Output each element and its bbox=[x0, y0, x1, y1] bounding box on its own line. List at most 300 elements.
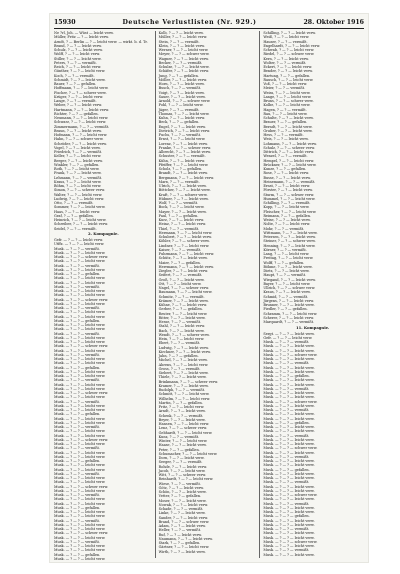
casualty-entry: Jürgens, ? — ? — leicht verw. bbox=[263, 298, 315, 303]
casualty-entry: Brand, ? — ? — leicht verw. bbox=[54, 43, 102, 48]
casualty-entry: Koch, ? — ? — vermißt. bbox=[54, 73, 95, 78]
casualty-entry: Musk. — ? — ? — leicht verw. bbox=[54, 289, 106, 293]
casualty-entry: Dietrich, ? — ? — leicht verw. bbox=[158, 128, 211, 133]
casualty-entry: Roth, ? — ? — leicht verw. bbox=[54, 167, 100, 171]
casualty-entry: Otto, ? — ? — vermißt. bbox=[54, 201, 94, 205]
casualty-entry: Müller, Fritz — ? — leicht verw. bbox=[54, 35, 109, 40]
casualty-entry: Wagner, ? — ? — leicht verw. bbox=[158, 56, 209, 61]
casualty-entry: Wendt, ? — ? — schwer verw. bbox=[158, 332, 210, 337]
casualty-entry: Bach, ? — ? — leicht verw. bbox=[158, 328, 205, 333]
casualty-entry: Musk. — ? — ? — leicht verw. bbox=[263, 522, 315, 527]
casualty-entry: Musk. — ? — ? — leicht verw. bbox=[263, 459, 315, 463]
casualty-entry: Musk. — ? — ? — leicht verw. bbox=[263, 476, 315, 480]
casualty-entry: Musk. — ? — ? — schwer verw. bbox=[54, 344, 109, 349]
casualty-entry: Maier, ? — ? — gefallen. bbox=[158, 260, 201, 265]
casualty-entry: Jacob, ? — ? — leicht verw. bbox=[158, 468, 206, 473]
casualty-entry: Rohde, ? — ? — leicht verw. bbox=[158, 464, 207, 469]
casualty-entry: Musk. — ? — ? — leicht verw. bbox=[263, 442, 315, 446]
casualty-entry: Schilling, ? — ? — leicht verw. bbox=[263, 31, 316, 35]
casualty-entry: Adam, ? — ? — leicht verw. bbox=[158, 524, 206, 528]
casualty-entry: Musk. — ? — ? — leicht verw. bbox=[54, 510, 106, 514]
casualty-entry: Krämer, ? — ? — leicht verw. bbox=[158, 298, 209, 303]
casualty-entry: Hein, ? — ? — leicht verw. bbox=[158, 337, 205, 341]
casualty-entry: Haase, ? — ? — leicht verw. bbox=[158, 443, 207, 448]
casualty-entry: Voigt, ? — ? — leicht verw. bbox=[158, 90, 205, 95]
casualty-entry: Schulz, ? — ? — schwer verw. bbox=[263, 145, 315, 150]
casualty-entry: Musk. — ? — ? — schwer verw. bbox=[263, 399, 318, 404]
casualty-entry: Werner, ? — ? — leicht verw. bbox=[158, 48, 209, 52]
casualty-entry: Schmitz, ? — ? — vermißt. bbox=[158, 294, 205, 299]
casualty-entry: Schulze, ? — ? — leicht verw. bbox=[158, 65, 210, 69]
casualty-entry: Hoffmann, ? — ? — leicht verw. bbox=[54, 86, 109, 91]
casualty-entry: Lohmann, ? — ? — leicht verw. bbox=[263, 141, 317, 146]
casualty-entry: Gerber, ? — ? — gefallen. bbox=[158, 307, 203, 312]
casualty-entry: Thomas, ? — ? — leicht verw. bbox=[158, 111, 210, 116]
casualty-entry: Musk. — ? — ? — leicht verw. bbox=[54, 463, 106, 468]
section-heading: 2. Kompagnie. bbox=[87, 231, 119, 237]
casualty-entry: Musk. — ? — ? — leicht verw. bbox=[263, 488, 315, 493]
casualty-entry: Simon, ? — ? — schwer verw. bbox=[54, 188, 105, 193]
casualty-entry: Kunz, ? — ? — vermißt. bbox=[158, 434, 200, 439]
casualty-entry: Schade, ? — ? — vermißt. bbox=[158, 507, 204, 511]
casualty-entry: Musk. — ? — ? — schwer verw. bbox=[54, 484, 109, 489]
casualty-entry: Winter, ? — ? — leicht verw. bbox=[158, 439, 208, 443]
casualty-entry: Gross, ? — ? — vermißt. bbox=[158, 366, 201, 371]
casualty-entry: Siebert, ? — ? — leicht verw. bbox=[158, 371, 209, 375]
casualty-entry: Musk. — ? — ? — leicht verw. bbox=[54, 250, 106, 255]
casualty-entry: Müller, ? — ? — leicht verw. bbox=[158, 35, 208, 40]
casualty-entry: Musk. — ? — ? — vermißt. bbox=[263, 408, 310, 412]
casualty-entry: Albrecht, ? — ? — leicht verw. bbox=[158, 150, 211, 154]
casualty-entry: Schwab, ? — ? — leicht verw. bbox=[263, 48, 315, 52]
casualty-entry: Musk. — ? — ? — leicht verw. bbox=[54, 280, 106, 285]
casualty-entry: Musk. — ? — ? — vermißt. bbox=[54, 352, 100, 357]
casualty-entry: Musk. — ? — ? — vermißt. bbox=[54, 518, 100, 523]
casualty-entry: Kopp, ? — ? — leicht verw. bbox=[263, 205, 310, 210]
casualty-entry: Musk. — ? — ? — vermißt. bbox=[54, 246, 100, 251]
casualty-entry: Lange, ? — ? — vermißt. bbox=[54, 99, 97, 103]
casualty-entry: Kern, ? — ? — leicht verw. bbox=[263, 56, 309, 61]
casualty-entry: Musk. — ? — ? — vermißt. bbox=[263, 433, 310, 438]
casualty-entry: Fuhrmann, ? — ? — leicht verw. bbox=[158, 252, 215, 256]
casualty-entry: Musk. — ? — ? — gefallen. bbox=[54, 552, 101, 557]
casualty-entry: Musk. — ? — ? — leicht verw. bbox=[54, 348, 106, 353]
casualty-entry: Musk. — ? — ? — gefallen. bbox=[54, 505, 101, 510]
casualty-entry: Fiedler, ? — ? — gefallen. bbox=[263, 307, 308, 312]
casualty-entry: Schuster, ? — ? — vermißt. bbox=[158, 154, 206, 159]
casualty-entry: Kramer, ? — ? — leicht verw. bbox=[158, 383, 209, 388]
casualty-entry: Musk. — ? — ? — schwer verw. bbox=[263, 352, 318, 357]
casualty-entry: Musk. — ? — ? — leicht verw. bbox=[54, 293, 106, 298]
casualty-entry: Musk. — ? — ? — leicht verw. bbox=[263, 510, 315, 514]
casualty-entry: Dittrich, ? — ? — leicht verw. bbox=[263, 150, 315, 154]
casualty-entry: Bender, ? — ? — leicht verw. bbox=[263, 69, 313, 74]
casualty-entry: Engel, ? — ? — leicht verw. bbox=[158, 124, 206, 129]
casualty-entry: Fischer, ? — ? — schwer verw. bbox=[54, 90, 107, 95]
casualty-entry: Mayer, ? — ? — leicht verw. bbox=[158, 209, 207, 214]
casualty-entry: Hauser, ? — ? — vermißt. bbox=[263, 39, 308, 44]
casualty-entry: Musk. — ? — ? — vermißt. bbox=[54, 284, 100, 289]
section-heading: 11. Kompagnie. bbox=[295, 324, 330, 330]
casualty-entry: Musk. — ? — ? — vermißt. bbox=[54, 493, 100, 497]
casualty-entry: Musk. — ? — ? — leicht verw. bbox=[54, 323, 106, 327]
casualty-entry: Ritter, ? — ? — leicht verw. bbox=[158, 315, 206, 320]
casualty-entry: Musk. — ? — ? — leicht verw. bbox=[54, 429, 106, 434]
casualty-entry: Freitag, ? — ? — leicht verw. bbox=[263, 256, 314, 261]
casualty-entry: Musk. — ? — ? — gefallen. bbox=[263, 514, 310, 519]
casualty-entry: Fleischer, ? — ? — leicht verw. bbox=[263, 209, 317, 214]
casualty-entry: Musk. — ? — ? — leicht verw. bbox=[54, 259, 106, 264]
casualty-entry: Schmidt, ? — ? — leicht verw. bbox=[54, 77, 106, 82]
casualty-entry: Hahn, ? — ? — schwer verw. bbox=[54, 137, 104, 142]
casualty-entry: Musk. — ? — ? — vermißt. bbox=[263, 361, 310, 366]
casualty-entry: Rose, ? — ? — leicht verw. bbox=[263, 171, 310, 176]
casualty-entry: Kirchner, ? — ? — leicht verw. bbox=[158, 349, 211, 354]
casualty-entry: Musk. — ? — ? — schwer verw. bbox=[263, 493, 318, 497]
casualty-entry: Keller, ? — ? — leicht verw. bbox=[54, 154, 102, 159]
casualty-entry: Musk. — ? — ? — leicht verw. bbox=[263, 437, 315, 442]
casualty-entry: Stark, ? — ? — gefallen. bbox=[158, 541, 201, 545]
casualty-entry: Steiner, ? — ? — schwer verw. bbox=[263, 239, 316, 244]
casualty-entry: Wolter, ? — ? — vermißt. bbox=[263, 60, 307, 65]
casualty-entry: Richter, ? — ? — gefallen. bbox=[54, 111, 99, 116]
casualty-entry: Sauer, ? — ? — leicht verw. bbox=[158, 94, 206, 99]
casualty-entry: Musk. — ? — ? — gefallen. bbox=[54, 272, 101, 276]
casualty-entry: Witt, ? — ? — schwer verw. bbox=[158, 473, 206, 477]
casualty-entry: Brückner, ? — ? — leicht verw. bbox=[263, 162, 317, 167]
casualty-entry: Musk. — ? — ? — leicht verw. bbox=[263, 378, 315, 383]
casualty-entry: Vogel, ? — ? — leicht verw. bbox=[54, 145, 101, 150]
casualty-entry: Wenzel, ? — ? — vermißt. bbox=[263, 154, 308, 159]
casualty-entry: Nolte, ? — ? — leicht verw. bbox=[263, 222, 311, 227]
casualty-entry: Reinhardt, ? — ? — leicht verw. bbox=[158, 477, 214, 482]
casualty-entry: Weiß, ? — ? — leicht verw. bbox=[263, 35, 310, 40]
casualty-entry: Brunner, ? — ? — leicht verw. bbox=[263, 303, 315, 307]
casualty-entry: Musk. — ? — ? — vermißt. bbox=[263, 386, 310, 391]
casualty-entry: Berndt, ? — ? — leicht verw. bbox=[263, 124, 313, 129]
casualty-entry: Förster, ? — ? — leicht verw. bbox=[263, 188, 313, 193]
casualty-entry: Riedel, ? — ? — schwer verw. bbox=[263, 52, 315, 57]
casualty-entry: Musk. — ? — ? — leicht verw. bbox=[54, 501, 106, 506]
casualty-entry: Henning, ? — ? — leicht verw. bbox=[263, 243, 316, 248]
casualty-entry: Engelhardt, ? — ? — leicht verw. bbox=[263, 43, 321, 48]
casualty-entry: Musk. — ? — ? — gefallen. bbox=[54, 412, 101, 417]
casualty-entry: Eckert, ? — ? — leicht verw. bbox=[263, 65, 313, 69]
casualty-entry: Musk. — ? — ? — leicht verw. bbox=[54, 335, 106, 340]
casualty-entry: Schäfer, ? — ? — leicht verw. bbox=[158, 69, 209, 74]
casualty-entry: Musk. — ? — ? — leicht verw. bbox=[54, 467, 106, 472]
casualty-entry: Musk. — ? — ? — schwer verw. bbox=[54, 255, 109, 259]
casualty-entry: Musk. — ? — ? — vermißt. bbox=[54, 306, 100, 310]
casualty-entry: Musk. — ? — ? — leicht verw. bbox=[54, 395, 106, 400]
casualty-entry: Bayer, ? — ? — leicht verw. bbox=[263, 281, 311, 286]
casualty-entry: Lang, ? — ? — leicht verw. bbox=[263, 252, 310, 256]
column-1 bbox=[54, 31, 156, 561]
casualty-entry: Wolff, ? — ? — gefallen. bbox=[263, 260, 305, 265]
casualty-entry: Bock, ? — ? — leicht verw. bbox=[158, 205, 205, 210]
page-number: 15930 bbox=[54, 19, 76, 26]
casualty-entry: Weber, ? — ? — leicht verw. bbox=[54, 103, 102, 108]
casualty-entry: Lange, ? — ? — leicht verw. bbox=[263, 94, 312, 99]
casualty-entry: Musk. — ? — ? — leicht verw. bbox=[263, 531, 315, 536]
casualty-entry: Hummel, ? — ? — leicht verw. bbox=[263, 196, 316, 201]
casualty-entry: Paul, ? — ? — gefallen. bbox=[158, 213, 199, 218]
casualty-entry: Wiese, ? — ? — vermißt. bbox=[158, 481, 201, 486]
casualty-entry: Musk. — ? — ? — leicht verw. bbox=[54, 382, 106, 387]
casualty-entry: Brandt, ? — ? — leicht verw. bbox=[158, 171, 208, 176]
casualty-entry: Hofmann, ? — ? — leicht verw. bbox=[54, 133, 108, 137]
casualty-entry: Ernst, ? — ? — leicht verw. bbox=[158, 137, 206, 142]
casualty-entry: Körner, ? — ? — vermißt. bbox=[263, 247, 307, 252]
casualty-entry: Musk. — ? — ? — leicht verw. bbox=[263, 425, 315, 429]
casualty-entry: Musk. — ? — ? — leicht verw. bbox=[263, 395, 315, 400]
casualty-entry: Martin, ? — ? — gefallen. bbox=[158, 400, 203, 405]
casualty-entry: Bergmann, ? — ? — leicht verw. bbox=[158, 175, 215, 180]
casualty-entry: Böttcher, ? — ? — leicht verw. bbox=[158, 188, 211, 193]
casualty-entry: Voß, ? — ? — leicht verw. bbox=[263, 82, 308, 86]
casualty-entry: Petersen, ? — ? — leicht verw. bbox=[263, 235, 316, 239]
casualty-entry: Ruf, ? — ? — leicht verw. bbox=[158, 532, 202, 537]
casualty-entry: Becker, ? — ? — vermißt. bbox=[158, 60, 203, 65]
casualty-entry: Seeger, ? — ? — vermißt. bbox=[158, 460, 203, 465]
casualty-entry: Musk. — ? — ? — schwer verw. bbox=[54, 391, 109, 395]
casualty-entry: Brauer, ? — ? — gefallen. bbox=[263, 120, 308, 125]
casualty-entry: Weise, ? — ? — leicht verw. bbox=[263, 218, 311, 222]
casualty-entry: Wirth, ? — ? — leicht verw. bbox=[158, 549, 206, 554]
casualty-entry: Wilhelm, ? — ? — leicht verw. bbox=[158, 396, 211, 401]
casualty-entry: Mohr, ? — ? — vermißt. bbox=[263, 226, 305, 231]
casualty-entry: Möller, ? — ? — leicht verw. bbox=[158, 77, 207, 82]
casualty-entry: Schenk, ? — ? — vermißt. bbox=[158, 413, 204, 418]
casualty-entry: Nowak, ? — ? — leicht verw. bbox=[158, 502, 209, 507]
casualty-entry: Musk. — ? — ? — schwer verw. bbox=[263, 539, 318, 544]
casualty-entry: Musk. — ? — ? — leicht verw. bbox=[263, 450, 315, 455]
casualty-entry: Rudolph, ? — ? — vermißt. bbox=[158, 388, 206, 392]
casualty-entry: Hansen, ? — ? — leicht verw. bbox=[158, 422, 210, 426]
casualty-entry: Musk. — ? — ? — vermißt. bbox=[263, 340, 310, 344]
casualty-entry: Franke, ? — ? — schwer verw. bbox=[158, 145, 212, 150]
casualty-entry: Musk. — ? — ? — leicht verw. bbox=[263, 416, 315, 421]
casualty-entry: Musk. — ? — ? — leicht verw. bbox=[263, 471, 315, 476]
casualty-entry: Kolb, ? — ? — leicht verw. bbox=[158, 31, 204, 35]
casualty-entry: Musk. — ? — ? — leicht verw. bbox=[54, 357, 106, 361]
casualty-entry: Sommer, ? — ? — leicht verw. bbox=[54, 205, 106, 210]
casualty-entry: Reuter, ? — ? — leicht verw. bbox=[158, 311, 208, 316]
casualty-entry: Lindner, ? — ? — leicht verw. bbox=[158, 243, 210, 248]
casualty-entry: Horn, ? — ? — leicht verw. bbox=[158, 82, 205, 86]
casualty-entry: Gefr. — ? — ? — leicht verw. bbox=[263, 335, 313, 340]
casualty-entry: Weiss, ? — ? — leicht verw. bbox=[263, 90, 311, 95]
casualty-entry: Seidel, ? — ? — vermißt. bbox=[54, 226, 97, 231]
casualty-entry: Musk. — ? — ? — schwer verw. bbox=[263, 446, 318, 451]
casualty-entry: Lenz, ? — ? — schwer verw. bbox=[158, 426, 207, 431]
casualty-entry: Nagel, ? — ? — schwer verw. bbox=[158, 286, 210, 290]
casualty-entry: Musk. — ? — ? — leicht verw. bbox=[54, 301, 106, 306]
casualty-entry: Musk. — ? — ? — leicht verw. bbox=[263, 365, 315, 370]
casualty-entry: Walter, ? — ? — leicht verw. bbox=[54, 192, 103, 197]
casualty-entry: Thiele, ? — ? — leicht verw. bbox=[158, 375, 207, 380]
casualty-entry: Musk. — ? — ? — gefallen. bbox=[54, 365, 101, 370]
publication-title bbox=[122, 19, 256, 26]
casualty-entry: Heinemann, ? — ? — vermißt. bbox=[263, 179, 316, 184]
casualty-entry: Musk. — ? — ? — leicht verw. bbox=[54, 514, 106, 519]
casualty-entry: Weis, ? — ? — leicht verw. bbox=[263, 137, 309, 142]
casualty-entry: Götz, ? — ? — leicht verw. bbox=[158, 485, 204, 490]
casualty-entry: Kühn, ? — ? — leicht verw. bbox=[158, 158, 206, 163]
casualty-entry: Musk. — ? — ? — gefallen. bbox=[54, 318, 101, 323]
casualty-entry: Schilling, ? — ? — vermißt. bbox=[263, 201, 311, 205]
casualty-entry: Wolf, ? — ? — vermißt. bbox=[158, 201, 199, 205]
casualty-entry: Hess, ? — ? — vermißt. bbox=[263, 133, 304, 137]
casualty-entry: Musk. — ? — ? — leicht verw. bbox=[54, 488, 106, 493]
casualty-entry: Musk. — ? — ? — vermißt. bbox=[263, 501, 310, 506]
casualty-entry: Ne ?rl, Joh. — Wüst — leicht verw. bbox=[54, 31, 114, 35]
casualty-entry: Gefr. — ? — ? — leicht verw. bbox=[54, 238, 104, 242]
casualty-entry: Musk. — ? — ? — leicht verw. bbox=[54, 548, 106, 553]
casualty-entry: Linke, ? — ? — leicht verw. bbox=[158, 511, 206, 516]
casualty-entry: Hartung, ? — ? — gefallen. bbox=[263, 73, 311, 78]
casualty-entry: Musk. — ? — ? — leicht verw. bbox=[263, 348, 315, 353]
casualty-entry: Kaiser, ? — ? — vermißt. bbox=[158, 247, 202, 252]
casualty-entry: Musk. — ? — ? — leicht verw. bbox=[263, 369, 315, 374]
casualty-entry: Jahn, ? — ? — gefallen. bbox=[158, 354, 199, 358]
casualty-entry: Ebert, ? — ? — vermißt. bbox=[158, 341, 201, 346]
casualty-entry: Musk. — ? — ? — leicht verw. bbox=[54, 535, 106, 540]
casualty-entry: Musk. — ? — ? — vermißt. bbox=[263, 454, 310, 459]
casualty-entry: Reimann, ? — ? — gefallen. bbox=[263, 213, 312, 218]
casualty-entry: Musk. — ? — ? — leicht verw. bbox=[263, 382, 315, 387]
casualty-entry: Musk. — ? — ? — schwer verw. bbox=[54, 531, 109, 536]
casualty-entry: Schulte, ? — ? — leicht verw. bbox=[263, 116, 314, 120]
casualty-entry: Busse, ? — ? — leicht verw. bbox=[263, 175, 311, 180]
issue-date: 28. Oktober 1916 bbox=[303, 19, 364, 26]
casualty-entry: Musk. — ? — ? — leicht verw. bbox=[54, 374, 106, 378]
casualty-entry: Musk. — ? — ? — vermißt. bbox=[263, 548, 310, 553]
casualty-entry: Kurz, ? — ? — leicht verw. bbox=[158, 218, 205, 222]
casualty-entry: Schreiber, ? — ? — leicht verw. bbox=[54, 222, 108, 227]
casualty-entry: Musk. — ? — ? — schwer verw. bbox=[54, 297, 109, 302]
casualty-entry: Bruns, ? — ? — schwer verw. bbox=[263, 99, 314, 103]
casualty-entry: Musk. — ? — ? — vermißt. bbox=[263, 480, 310, 485]
casualty-entry: Naumann, ? — ? — leicht verw. bbox=[158, 536, 213, 541]
casualty-entry: Musk. — ? — ? — leicht verw. bbox=[54, 433, 106, 438]
casualty-entry: Klein, ? — ? — leicht verw. bbox=[158, 43, 205, 48]
casualty-entry: Musk. — ? — ? — leicht verw. bbox=[54, 556, 106, 561]
casualty-entry: Kraus, ? — ? — leicht verw. bbox=[263, 290, 311, 295]
casualty-entry: Musk. — ? — ? — leicht verw. bbox=[54, 416, 106, 421]
casualty-entry: Meyer, ? — ? — schwer verw. bbox=[158, 52, 210, 57]
casualty-entry: Musk. — ? — ? — leicht verw. bbox=[54, 420, 106, 425]
casualty-entry: Jäger, ? — ? — vermißt. bbox=[158, 107, 200, 112]
casualty-entry: Brinkmann, ? — ? — schwer verw. bbox=[158, 379, 218, 384]
casualty-entry: Hübner, ? — ? — leicht verw. bbox=[158, 196, 209, 201]
casualty-entry: Wolff, ? — ? — leicht verw. bbox=[54, 52, 100, 57]
casualty-entry: Reich, ? — ? — leicht verw. bbox=[54, 65, 102, 69]
casualty-entry: Haupt, ? — ? — vermißt. bbox=[263, 273, 307, 278]
casualty-entry: Rau, ? — ? — leicht verw. bbox=[263, 111, 308, 116]
casualty-entry: Winkler, ? — ? — gefallen. bbox=[54, 162, 100, 167]
casualty-entry: Schütz, ? — ? — leicht verw. bbox=[158, 256, 208, 261]
casualty-entry: Ludwig, ? — ? — leicht verw. bbox=[158, 345, 209, 350]
casualty-entry: Musk. — ? — ? — leicht verw. bbox=[263, 403, 315, 408]
casualty-entry: Zimmermann, ? — ? — vermißt. bbox=[54, 124, 110, 129]
casualty-entry: Wittmann, ? — ? — leicht verw. bbox=[263, 230, 318, 235]
casualty-entry: Heller, ? — ? — vermißt. bbox=[158, 528, 202, 533]
casualty-entry: Musk. — ? — ? — leicht verw. bbox=[54, 544, 106, 548]
casualty-entry: Musk. — ? — ? — leicht verw. bbox=[263, 544, 315, 548]
casualty-entry: Stiller, ? — ? — leicht verw. bbox=[54, 56, 102, 61]
casualty-entry: Musk. — ? — ? — leicht verw. bbox=[54, 386, 106, 391]
casualty-entry: Thiel, ? — ? — vermißt. bbox=[158, 226, 200, 231]
casualty-entry: Kuhn, ? — ? — leicht verw. bbox=[158, 116, 206, 120]
casualty-entry: Scherer, ? — ? — leicht verw. bbox=[263, 315, 315, 320]
casualty-entry: Musk. — ? — ? — gefallen. bbox=[263, 467, 310, 472]
casualty-entry: Musk. — ? — ? — leicht verw. bbox=[263, 344, 315, 349]
casualty-entry: Schwarz, ? — ? — leicht verw. bbox=[54, 120, 107, 125]
casualty-entry: Dietz, ? — ? — leicht verw. bbox=[263, 269, 310, 273]
casualty-entry: Schmid, ? — ? — vermißt. bbox=[263, 294, 309, 299]
casualty-entry: Musk. — ? — ? — leicht verw. bbox=[263, 518, 315, 523]
casualty-entry: Busch, ? — ? — vermißt. bbox=[158, 86, 202, 91]
casualty-entry: Musk. — ? — ? — leicht verw. bbox=[54, 310, 106, 315]
casualty-entry: Kunze, ? — ? — gefallen. bbox=[263, 167, 307, 171]
casualty-entry: Musk. — ? — ? — leicht verw. bbox=[54, 442, 106, 446]
casualty-entry: Moser, ? — ? — leicht verw. bbox=[158, 498, 207, 503]
casualty-entry: Musk. — ? — ? — leicht verw. bbox=[263, 497, 315, 502]
casualty-entry: Peters, ? — ? — vermißt. bbox=[54, 60, 97, 65]
casualty-entry: Ahrens, ? — ? — leicht verw. bbox=[158, 362, 209, 367]
casualty-entry: Sturm, ? — ? — schwer verw. bbox=[263, 192, 315, 197]
casualty-entry: Ott, ? — ? — leicht verw. bbox=[158, 281, 202, 286]
newspaper-page bbox=[50, 14, 368, 562]
casualty-entry: Marx, ? — ? — vermißt. bbox=[158, 179, 200, 184]
casualty-entry: Seifert, ? — ? — vermißt. bbox=[158, 273, 203, 278]
casualty-entry: Ullrich, ? — ? — schwer verw. bbox=[263, 286, 316, 290]
casualty-entry: Pfeiffer, ? — ? — leicht verw. bbox=[158, 162, 209, 167]
casualty-entry: Fritz, ? — ? — leicht verw. bbox=[158, 405, 205, 409]
casualty-entry: Fuchs, ? — ? — vermißt. bbox=[158, 133, 202, 137]
casualty-entry: Michel, ? — ? — leicht verw. bbox=[158, 358, 208, 363]
casualty-entry: Herrmann, ? — ? — leicht verw. bbox=[158, 264, 214, 269]
casualty-entry: Musk. — ? — ? — gefallen. bbox=[263, 374, 310, 378]
casualty-entry: Haas, ? — ? — leicht verw. bbox=[54, 209, 101, 214]
casualty-entry: Böhm, ? — ? — leicht verw. bbox=[54, 184, 102, 188]
casualty-entry: Gebhardt, ? — ? — leicht verw. bbox=[158, 430, 213, 435]
casualty-entry: Musk. — ? — ? — leicht verw. bbox=[54, 480, 106, 485]
casualty-entry: Musk. — ? — ? — leicht verw. bbox=[54, 403, 106, 408]
casualty-entry: Vetter, ? — ? — gefallen. bbox=[158, 494, 202, 499]
issue-number: (Nr. 929.) bbox=[217, 19, 257, 26]
casualty-entry: Schulz, ? — ? — leicht verw. bbox=[54, 48, 103, 52]
casualty-entry: Musk. — ? — ? — vermißt. bbox=[54, 425, 100, 429]
casualty-entry: Musk. — ? — ? — leicht verw. bbox=[263, 391, 315, 395]
casualty-entry: Brand, ? — ? — schwer verw. bbox=[158, 519, 210, 524]
casualty-entry: Musk. — ? — ? — leicht verw. bbox=[54, 476, 106, 480]
casualty-entry: Krüger, ? — ? — leicht verw. bbox=[54, 94, 104, 99]
casualty-entry: Musk. — ? — ? — leicht verw. bbox=[54, 527, 106, 531]
casualty-entry: Peter, ? — ? — gefallen. bbox=[158, 447, 200, 452]
casualty-entry: Musk. — ? — ? — gefallen. bbox=[263, 420, 310, 425]
casualty-entry: Musk. — ? — ? — leicht verw. bbox=[54, 267, 106, 272]
casualty-entry: Lorenz, ? — ? — leicht verw. bbox=[158, 141, 208, 146]
casualty-entry: Musk. — ? — ? — vermißt. bbox=[54, 378, 100, 383]
casualty-entry: Kühne, ? — ? — leicht verw. bbox=[158, 303, 208, 307]
casualty-entry: Heinz, ? — ? — leicht verw. bbox=[158, 222, 207, 227]
casualty-entry: Musk. — ? — ? — vermißt. bbox=[263, 527, 310, 531]
casualty-entry: Rausch, ? — ? — leicht verw. bbox=[263, 77, 314, 82]
casualty-entry: Heinrich, ? — ? — leicht verw. bbox=[54, 218, 107, 222]
casualty-entry: Musk. — ? — ? — leicht verw. bbox=[54, 450, 106, 455]
